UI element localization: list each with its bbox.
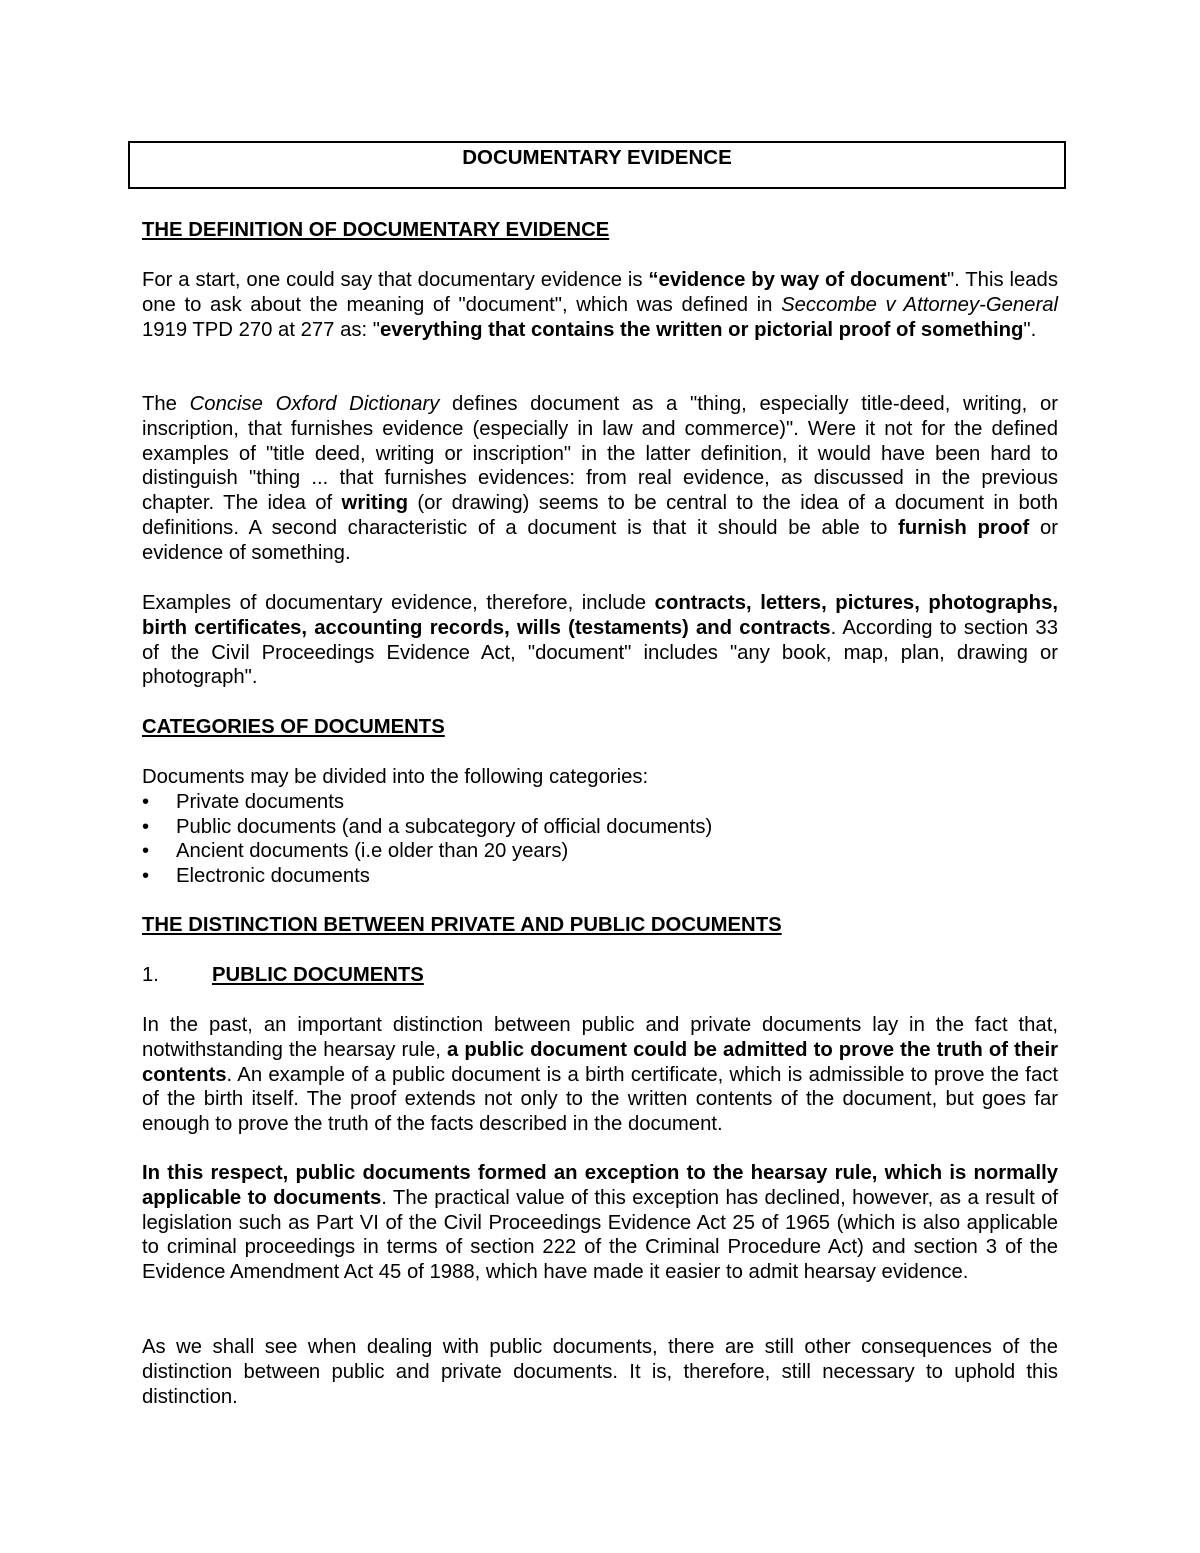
section-definition: [142, 218, 1058, 243]
list-item-text: Electronic documents: [176, 865, 370, 888]
section-heading-definition: THE DEFINITION OF DOCUMENTARY EVIDENCE: [142, 219, 610, 241]
text-run: The: [142, 393, 190, 415]
paragraph-definition-1: [142, 268, 1058, 342]
text-run: For a start, one could say that documentary evidence is: [142, 269, 649, 291]
categories-list-block: [142, 765, 1058, 889]
bullet-icon: •: [142, 865, 150, 888]
bold-run: writing: [341, 492, 409, 515]
list-item: [142, 839, 1058, 864]
paragraph-definition-3: [142, 591, 1058, 690]
text-run: . The practical value of this exception has declined, however, as a result of legislation such as Part VI of the Civil Proceedings Evidence Act 25 of 1965 (which is also applicable to criminal proceedings in terms of section 222 of the Criminal Procedure Act) and section 3 of the Evidence Amendment Act 45 of 1988, which have made it easier to admit hearsay evidence.: [142, 1186, 1058, 1284]
title-box: [128, 141, 1066, 189]
section-heading-distinction: THE DISTINCTION BETWEEN PRIVATE AND PUBLIC DOCUMENTS: [142, 914, 782, 936]
bullet-icon: •: [142, 815, 150, 838]
section-categories: [142, 715, 1058, 740]
text-run: . An example of a public document is a birth certificate, which is admissible to prove the fact of the birth itself. The proof extends not only to the written contents of the document, but goes far enough to prove the truth of the facts described in the document.: [142, 1063, 1058, 1136]
paragraph-public-1: [142, 1013, 1058, 1137]
list-item-text: Ancient documents (i.e older than 20 years): [176, 840, 569, 863]
section-heading-categories: CATEGORIES OF DOCUMENTS: [142, 716, 445, 738]
text-run: In the past, an important distinction between public and private documents lay in the fact that, notwithstanding the hearsay rule,: [142, 1014, 1058, 1061]
italic-run: Seccombe v Attorney-General: [781, 293, 1058, 316]
subsection-heading-public: PUBLIC DOCUMENTS: [212, 964, 424, 986]
document-title: DOCUMENTARY EVIDENCE: [462, 146, 732, 169]
list-item-text: Private documents: [176, 790, 344, 813]
subsection-heading-row: [142, 963, 1058, 988]
section-distinction: [142, 913, 1058, 938]
text-run: Examples of documentary evidence, therefore, include: [142, 592, 655, 614]
subsection-public-documents: [142, 963, 1058, 988]
categories-intro: Documents may be divided into the following categories:: [142, 766, 649, 788]
paragraph-public-3: [142, 1335, 1058, 1409]
bold-run: everything that contains the written or pictorial proof of something: [379, 318, 1024, 341]
categories-list: [142, 790, 1058, 889]
italic-run: Concise Oxford Dictionary: [189, 393, 440, 415]
bold-run: “evidence by way of document: [648, 269, 947, 291]
paragraph-definition-2: [142, 392, 1058, 566]
paragraph-public-2: [142, 1161, 1058, 1285]
bold-run: furnish proof: [898, 516, 1030, 539]
bold-run: a public document could be admitted to prove the truth of their contents: [142, 1038, 1058, 1086]
bullet-icon: •: [142, 840, 150, 863]
text-run: . According to section 33 of the Civil Proceedings Evidence Act, "document" includes "any book, map, plan, drawing or photograph".: [142, 616, 1058, 689]
text-run: ".: [1023, 318, 1037, 341]
subsection-number: 1.: [142, 964, 159, 986]
list-item: [142, 864, 1058, 889]
list-item-text: Public documents (and a subcategory of official documents): [176, 815, 713, 838]
text-run: defines document as a "thing, especially title-deed, writing, or inscription, that furnishes evidence (especially in law and commerce)". Were it not for the defined examples of "title deed, writing or inscription" in the latter definition, it would have been hard to distinguish "thing ... that furnishes evidences: from real evidence, as discussed in the previous chapter. The idea of: [142, 393, 1059, 515]
bold-run: contracts, letters, pictures, photographs, birth certificates, accounting records, wills (testaments) and contracts: [142, 592, 1058, 639]
list-item: [142, 790, 1058, 815]
bullet-icon: •: [142, 790, 150, 813]
text-run: (or drawing) seems to be central to the idea of a document in both definitions. A second characteristic of a document is that it should be able to: [142, 492, 1058, 539]
text-run: 1919 TPD 270 at 277 as: ": [142, 318, 380, 341]
text-run: As we shall see when dealing with public documents, there are still other consequences of the distinction between public and private documents. It is, therefore, still necessary to uphold this distinction.: [142, 1336, 1058, 1408]
text-run: ". This leads one to ask about the meaning of "document", which was defined in: [142, 269, 1058, 316]
list-item: [142, 815, 1058, 840]
bold-run: In this respect, public documents formed an exception to the hearsay rule, which is normally applicable to documents: [142, 1162, 1058, 1209]
text-run: or evidence of something.: [142, 516, 1058, 564]
